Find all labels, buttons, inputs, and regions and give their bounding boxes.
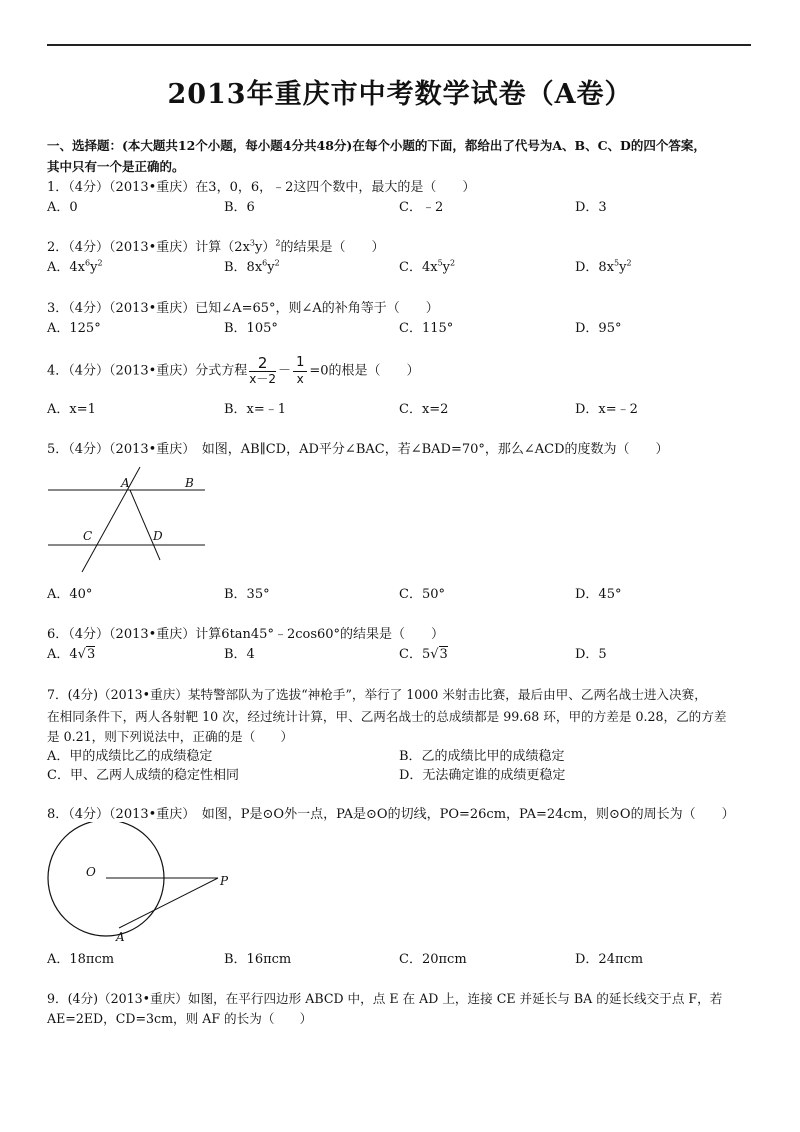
point-label-a: A	[121, 476, 130, 490]
question-5-option-a: A．40°	[47, 587, 93, 602]
question-2-option-b: B．$8x^6y^2$	[224, 258, 280, 275]
question-1-option-a: A．0	[47, 200, 78, 215]
question-5-option-b: B．35°	[224, 587, 270, 602]
question-1-option-b: B．6	[224, 200, 255, 215]
question-1-option-c: C．﹣2	[399, 200, 444, 215]
fraction-1-over-x: $\frac{1}{x}$	[293, 355, 307, 387]
question-7-option-c: C．甲、乙两人成绩的稳定性相同	[47, 768, 239, 783]
point-label-c: C	[83, 529, 93, 543]
question-3-option-c: C．115°	[399, 321, 454, 336]
point-label-d: D	[153, 529, 163, 543]
question-8-option-c: C．20πcm	[399, 952, 467, 967]
question-4-option-b: B．x=﹣1	[224, 402, 287, 417]
question-2-option-a: A．$4x^6y^2$	[47, 258, 103, 275]
question-4-option-c: C．x=2	[399, 402, 449, 417]
question-5-option-d: D．45°	[575, 587, 622, 602]
question-7-option-a: A．甲的成绩比乙的成绩稳定	[47, 749, 213, 764]
line-ad	[130, 490, 160, 560]
sqrt-symbol: √3	[77, 647, 96, 662]
question-3-option-d: D．95°	[575, 321, 622, 336]
fraction-2-over-x-minus-2: $\frac{2}{x-2}$	[249, 354, 277, 386]
point-label-o: O	[86, 865, 96, 879]
top-rule	[47, 44, 751, 46]
question-3-option-b: B．105°	[224, 321, 278, 336]
question-7-option-d: D．无法确定谁的成绩更稳定	[399, 768, 566, 783]
question-3-stem: 3．（4分）（2013•重庆）已知∠A=65°，则∠A的补角等于（ ）	[47, 301, 439, 316]
question-8-figure-circle-tangent	[44, 822, 244, 944]
segment-pa	[119, 878, 218, 928]
question-6-stem: 6．（4分）（2013•重庆）计算6tan45°﹣2cos60°的结果是（ ）	[47, 627, 445, 642]
question-7-stem-line3: 是 0.21，则下列说法中，正确的是（ ）	[47, 729, 294, 744]
question-8-stem: 8．（4分）（2013•重庆） 如图，P是⊙O外一点，PA是⊙O的切线，PO=26cm，PA=24cm，则⊙O的周长为（ ）	[47, 807, 735, 822]
question-1-stem: 1．（4分）（2013•重庆）在3，0，6，﹣2这四个数中，最大的是（ ）	[47, 180, 476, 195]
question-7-option-b: B．乙的成绩比甲的成绩稳定	[399, 749, 565, 764]
question-4-option-d: D．x=﹣2	[575, 402, 638, 417]
question-2-option-c: C．$4x^5y^2$	[399, 258, 456, 275]
question-5-option-c: C．50°	[399, 587, 445, 602]
question-5-stem: 5．（4分）（2013•重庆） 如图，AB∥CD，AD平分∠BAC，若∠BAD=70°，那么∠ACD的度数为（ ）	[47, 442, 669, 457]
question-7-stem-line1: 7．(4分)（2013•重庆）某特警部队为了选拔“神枪手”，举行了 1000 米射击比赛，最后由甲、乙两名战士进入决赛，	[47, 687, 707, 702]
question-3-option-a: A．125°	[47, 321, 101, 336]
question-2-stem: 2．（4分）（2013•重庆）计算$(2x^3y)^2$的结果是（ ）	[47, 238, 385, 255]
circle-o	[48, 822, 164, 936]
question-7-stem-line2: 在相同条件下，两人各射靶 10 次，经过统计计算，甲、乙两名战士的总成绩都是 99.68 环，甲的方差是 0.28，乙的方差	[47, 709, 727, 724]
point-label-p: P	[220, 874, 229, 888]
page-title: 2013年重庆市中考数学试卷（A卷）	[167, 79, 633, 110]
question-9-stem-line1: 9．(4分)（2013•重庆）如图，在平行四边形 ABCD 中，点 E 在 AD 上，连接 CE 并延长与 BA 的延长线交于点 F，若	[47, 991, 723, 1006]
question-5-figure-parallel-lines	[45, 462, 210, 574]
point-label-b: B	[185, 476, 194, 490]
sqrt-symbol: √3	[430, 647, 448, 662]
point-label-a: A	[116, 930, 125, 944]
question-9-stem-line2: AE=2ED，CD=3cm，则 AF 的长为（ ）	[47, 1011, 313, 1026]
question-1-option-d: D．3	[575, 200, 607, 215]
question-4-option-a: A．x=1	[47, 402, 96, 417]
question-2-option-d: D．$8x^5y^2$	[575, 258, 632, 275]
section-instructions-line2: 其中只有一个是正确的。	[47, 159, 185, 174]
question-8-option-b: B．16πcm	[224, 952, 292, 967]
question-8-option-a: A．18πcm	[47, 952, 115, 967]
section-instructions-line1: 一、选择题：(本大题共12个小题，每小题4分共48分)在每个小题的下面，都给出了代号为A、B、C、D的四个答案，	[47, 138, 706, 153]
line-ac	[82, 467, 140, 572]
question-8-option-d: D．24πcm	[575, 952, 644, 967]
question-6-option-a: A．4√3	[47, 647, 96, 662]
question-6-option-b: B．4	[224, 647, 255, 662]
question-4-stem: 4．（4分）（2013•重庆）分式方程 $\frac{2}{x-2}$ － $\frac{1}{x}$ =0的根是（ ）	[47, 354, 420, 386]
question-6-option-d: D．5	[575, 647, 607, 662]
question-6-option-c: C．5√3	[399, 647, 448, 662]
